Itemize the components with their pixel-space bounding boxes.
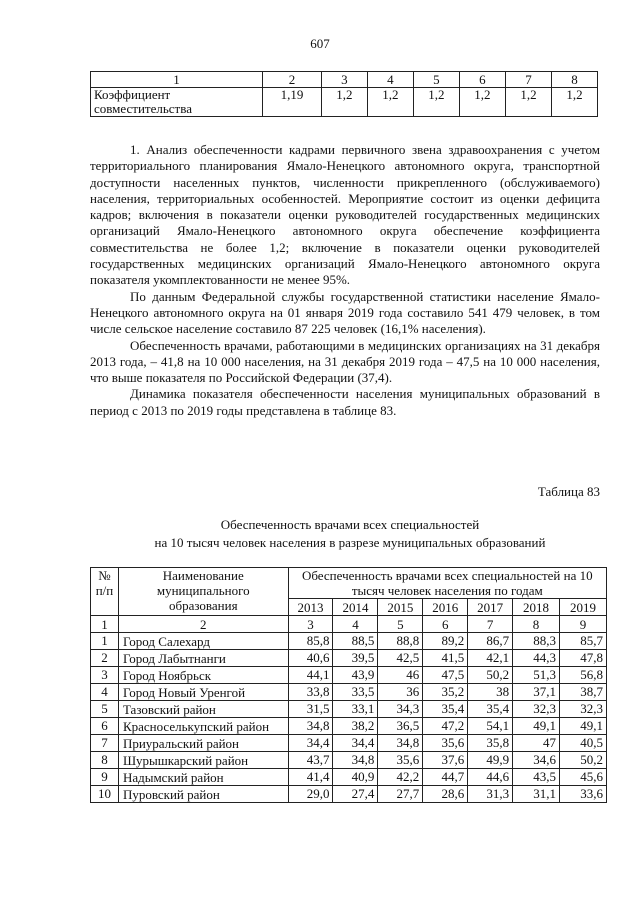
top-table-value-cell: 1,19 — [263, 88, 322, 117]
year-header: 2018 — [513, 599, 560, 616]
row-value: 38,2 — [333, 718, 378, 735]
index-cell: 8 — [513, 616, 560, 633]
col-header-number: № п/п — [91, 568, 119, 616]
row-number: 4 — [91, 684, 119, 701]
year-header: 2013 — [288, 599, 333, 616]
row-value: 42,5 — [378, 650, 423, 667]
row-value: 46 — [378, 667, 423, 684]
index-cell: 9 — [560, 616, 607, 633]
coefficient-table — [90, 71, 598, 117]
row-value: 35,6 — [423, 735, 468, 752]
table-index-row — [91, 616, 607, 633]
index-cell: 3 — [288, 616, 333, 633]
row-value: 47,8 — [560, 650, 607, 667]
table-row — [91, 786, 607, 803]
row-value: 34,4 — [333, 735, 378, 752]
row-name: Красноселькупский район — [118, 718, 288, 735]
table-row — [91, 633, 607, 650]
row-value: 44,7 — [423, 769, 468, 786]
table-row — [91, 769, 607, 786]
row-number: 10 — [91, 786, 119, 803]
row-value: 44,3 — [513, 650, 560, 667]
row-value: 49,9 — [468, 752, 513, 769]
top-table-value-cell: 1,2 — [321, 88, 367, 117]
row-value: 38,7 — [560, 684, 607, 701]
index-cell: 7 — [468, 616, 513, 633]
row-number: 8 — [91, 752, 119, 769]
index-cell: 1 — [91, 616, 119, 633]
row-value: 47,5 — [423, 667, 468, 684]
row-name: Пуровский район — [118, 786, 288, 803]
row-value: 88,8 — [378, 633, 423, 650]
top-table-header-cell: 3 — [321, 72, 367, 88]
row-value: 31,5 — [288, 701, 333, 718]
top-table-value-cell: 1,2 — [551, 88, 597, 117]
row-value: 29,0 — [288, 786, 333, 803]
paragraph-3: Обеспеченность врачами, работающими в медицинских организациях на 31 декабря 2013 года, – 41,8 на 10 000 населения, на 31 декабря 2019 года – 47,5 на 10 000 населения, что выше показателя по Российской Федерации (37,4). — [90, 337, 600, 386]
row-value: 49,1 — [560, 718, 607, 735]
row-value: 85,8 — [288, 633, 333, 650]
table-row — [91, 752, 607, 769]
row-value: 44,1 — [288, 667, 333, 684]
row-number: 7 — [91, 735, 119, 752]
row-number: 9 — [91, 769, 119, 786]
row-value: 35,2 — [423, 684, 468, 701]
table-row — [91, 650, 607, 667]
row-value: 35,4 — [423, 701, 468, 718]
row-value: 27,7 — [378, 786, 423, 803]
year-header: 2016 — [423, 599, 468, 616]
row-value: 51,3 — [513, 667, 560, 684]
year-header: 2014 — [333, 599, 378, 616]
row-value: 31,1 — [513, 786, 560, 803]
row-value: 34,8 — [378, 735, 423, 752]
row-name: Город Новый Уренгой — [118, 684, 288, 701]
top-table-value-cell: 1,2 — [367, 88, 413, 117]
row-value: 34,8 — [333, 752, 378, 769]
top-table-header-cell: 7 — [505, 72, 551, 88]
top-table-row-label: Коэффициент совместительства — [91, 88, 263, 117]
caption-line-1: Обеспеченность врачами всех специальностей — [220, 517, 480, 532]
top-table-header-row — [91, 72, 598, 88]
row-value: 28,6 — [423, 786, 468, 803]
page-number: 607 — [310, 36, 330, 51]
row-value: 37,6 — [423, 752, 468, 769]
physicians-table — [90, 567, 607, 803]
caption-line-2: на 10 тысяч человек населения в разрезе муниципальных образований — [154, 535, 546, 550]
row-value: 56,8 — [560, 667, 607, 684]
table-row — [91, 667, 607, 684]
row-name: Надымский район — [118, 769, 288, 786]
table-row — [91, 684, 607, 701]
body-text — [90, 142, 600, 419]
table-row — [91, 718, 607, 735]
year-header: 2017 — [468, 599, 513, 616]
row-value: 32,3 — [513, 701, 560, 718]
row-value: 41,4 — [288, 769, 333, 786]
row-value: 36 — [378, 684, 423, 701]
row-value: 41,5 — [423, 650, 468, 667]
row-value: 34,3 — [378, 701, 423, 718]
row-value: 43,9 — [333, 667, 378, 684]
row-value: 35,6 — [378, 752, 423, 769]
top-table-value-cell: 1,2 — [505, 88, 551, 117]
row-number: 2 — [91, 650, 119, 667]
top-table-header-cell: 5 — [413, 72, 459, 88]
row-value: 50,2 — [468, 667, 513, 684]
table-caption — [90, 516, 610, 552]
row-name: Город Ноябрьск — [118, 667, 288, 684]
row-value: 43,7 — [288, 752, 333, 769]
row-number: 3 — [91, 667, 119, 684]
top-table-value-row — [91, 88, 598, 117]
top-table-header-cell: 2 — [263, 72, 322, 88]
row-name: Шурышкарский район — [118, 752, 288, 769]
row-name: Город Салехард — [118, 633, 288, 650]
row-value: 33,1 — [333, 701, 378, 718]
row-value: 47,2 — [423, 718, 468, 735]
row-value: 45,6 — [560, 769, 607, 786]
row-value: 54,1 — [468, 718, 513, 735]
col-header-group: Обеспеченность врачами всех специальностей на 10 тысяч человек населения по годам — [288, 568, 606, 599]
row-value: 40,5 — [560, 735, 607, 752]
row-value: 34,6 — [513, 752, 560, 769]
col-header-name: Наименование муниципального образования — [118, 568, 288, 616]
row-value: 89,2 — [423, 633, 468, 650]
row-value: 40,6 — [288, 650, 333, 667]
top-table-header-cell: 4 — [367, 72, 413, 88]
paragraph-1: 1. Анализ обеспеченности кадрами первичного звена здравоохранения с учетом территориального планирования Ямало-Ненецкого автономного округа, транспортной доступности населенных пунктов, численности прикрепленного (обслуживаемого) населения, территориальных особенностей. Мероприятие состоит из оценки дефицита кадров; включения в показатели оценки руководителей государственных медицинских организаций Ямало-Ненецкого автономного округа обеспечение коэффициента совместительства не более 1,2; включение в показатели оценки руководителей государственных медицинских организаций Ямало-Ненецкого автономного округа показателя укомплектованности не менее 95%. — [90, 142, 600, 288]
row-value: 43,5 — [513, 769, 560, 786]
row-value: 86,7 — [468, 633, 513, 650]
row-value: 34,8 — [288, 718, 333, 735]
row-number: 6 — [91, 718, 119, 735]
row-value: 27,4 — [333, 786, 378, 803]
index-cell: 5 — [378, 616, 423, 633]
row-value: 36,5 — [378, 718, 423, 735]
year-header: 2019 — [560, 599, 607, 616]
row-value: 35,8 — [468, 735, 513, 752]
index-cell: 4 — [333, 616, 378, 633]
row-value: 31,3 — [468, 786, 513, 803]
row-value: 49,1 — [513, 718, 560, 735]
row-value: 39,5 — [333, 650, 378, 667]
row-value: 32,3 — [560, 701, 607, 718]
row-value: 88,3 — [513, 633, 560, 650]
row-value: 37,1 — [513, 684, 560, 701]
table-header-row — [91, 568, 607, 599]
index-cell: 6 — [423, 616, 468, 633]
top-table-header-cell: 1 — [91, 72, 263, 88]
row-value: 42,2 — [378, 769, 423, 786]
row-value: 88,5 — [333, 633, 378, 650]
row-name: Город Лабытнанги — [118, 650, 288, 667]
row-value: 35,4 — [468, 701, 513, 718]
table-label: Таблица 83 — [537, 484, 600, 499]
row-value: 47 — [513, 735, 560, 752]
row-value: 85,7 — [560, 633, 607, 650]
table-row — [91, 701, 607, 718]
row-name: Тазовский район — [118, 701, 288, 718]
row-value: 34,4 — [288, 735, 333, 752]
row-number: 1 — [91, 633, 119, 650]
row-number: 5 — [91, 701, 119, 718]
row-value: 50,2 — [560, 752, 607, 769]
paragraph-2: По данным Федеральной службы государственной статистики население Ямало-Ненецкого автономного округа на 01 января 2019 года составило 541 479 человек, в том числе сельское население составило 87 225 человек (16,1% населения). — [90, 288, 600, 337]
year-header: 2015 — [378, 599, 423, 616]
row-value: 42,1 — [468, 650, 513, 667]
row-value: 40,9 — [333, 769, 378, 786]
row-value: 44,6 — [468, 769, 513, 786]
top-table-value-cell: 1,2 — [459, 88, 505, 117]
top-table-value-cell: 1,2 — [413, 88, 459, 117]
paragraph-4: Динамика показателя обеспеченности населения муниципальных образований в период с 2013 по 2019 годы представлена в таблице 83. — [90, 386, 600, 418]
row-value: 33,5 — [333, 684, 378, 701]
top-table-header-cell: 8 — [551, 72, 597, 88]
row-value: 33,6 — [560, 786, 607, 803]
row-value: 38 — [468, 684, 513, 701]
row-name: Приуральский район — [118, 735, 288, 752]
top-table-header-cell: 6 — [459, 72, 505, 88]
row-value: 33,8 — [288, 684, 333, 701]
table-row — [91, 735, 607, 752]
index-cell: 2 — [118, 616, 288, 633]
